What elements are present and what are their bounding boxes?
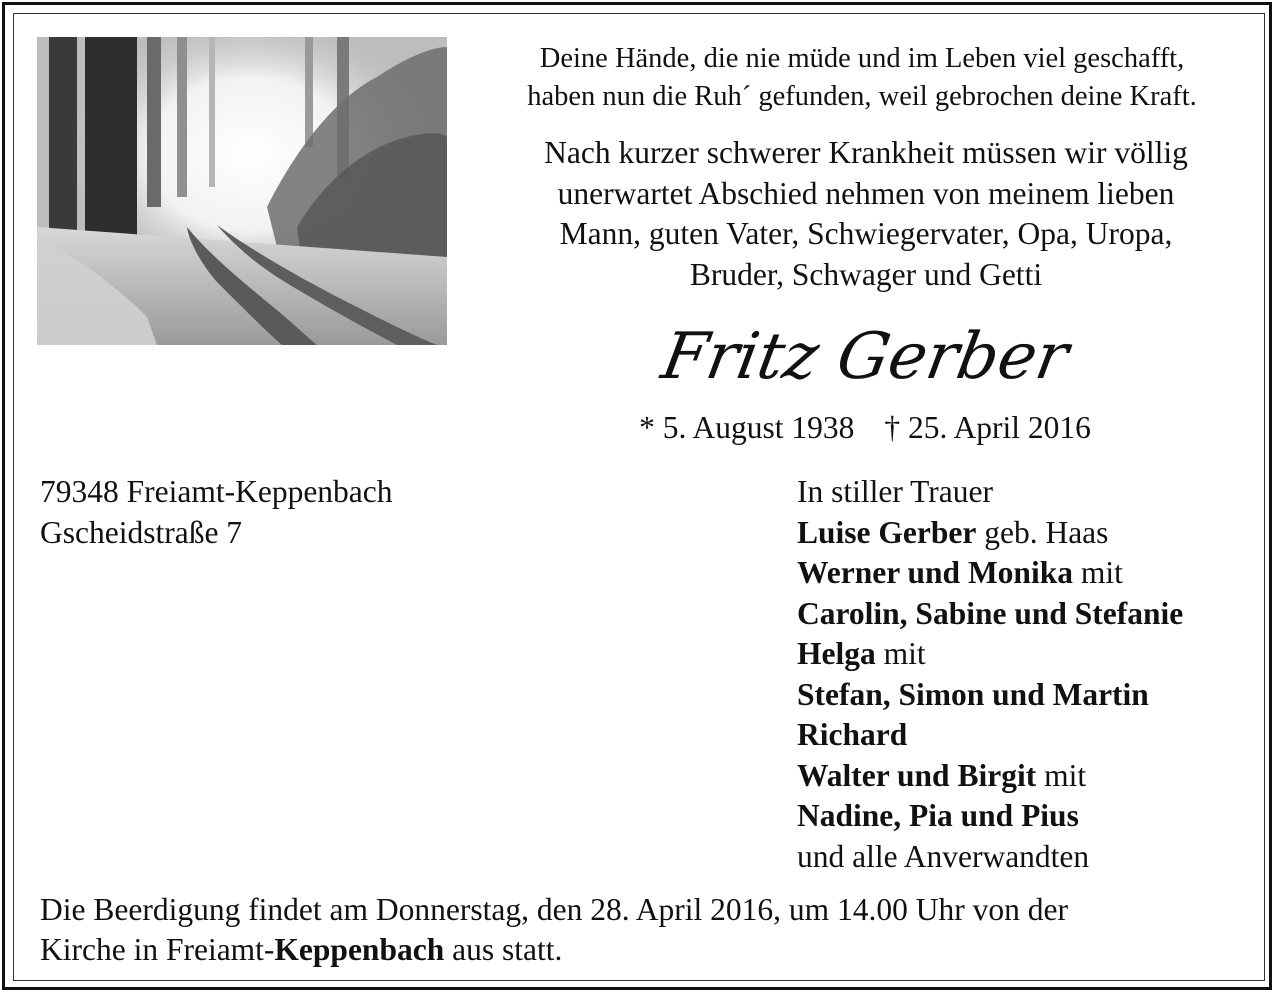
mourner-name: Carolin, Sabine und Stefanie [797, 595, 1184, 631]
mourner-row [797, 594, 1183, 635]
mourner-name: Richard [797, 717, 908, 752]
mourner-suffix: mit [875, 636, 926, 671]
forest-path-photo [37, 37, 447, 345]
mourner-row [797, 796, 1183, 837]
poem-line: Deine Hände, die nie müde und im Leben viel geschafft, [539, 43, 1185, 74]
address-city: 79348 Freiamt-Keppenbach [40, 474, 393, 509]
funeral-notice [40, 890, 1250, 970]
funeral-text: aus statt. [444, 932, 563, 967]
announcement-line: Nach kurzer schwerer Krankheit müssen wir völlig [544, 135, 1188, 170]
funeral-place: Keppenbach [274, 932, 445, 967]
poem-line: haben nun die Ruh´ gefunden, weil gebrochen deine Kraft. [527, 81, 1197, 112]
mourners-heading: In stiller Trauer [797, 474, 993, 509]
funeral-line: Die Beerdigung findet am Donnerstag, den 28. April 2016, um 14.00 Uhr von der [40, 892, 1068, 927]
mourner-row [797, 553, 1183, 594]
funeral-text: Kirche in Freiamt- [40, 932, 275, 967]
announcement-text [462, 133, 1270, 295]
announcement-line: Mann, guten Vater, Schwiegervater, Opa, Uropa, [559, 216, 1173, 251]
life-dates [560, 408, 1170, 448]
mourner-name: Nadine, Pia und Pius [797, 798, 1079, 833]
mourner-row [797, 756, 1183, 797]
death-date: † 25. April 2016 [884, 410, 1091, 445]
funeral-line [40, 930, 1250, 970]
mourner-address [40, 472, 393, 553]
mourner-name: Werner und Monika [797, 555, 1073, 590]
mourner-row [797, 675, 1183, 716]
mourner-name: Luise Gerber [797, 514, 977, 550]
mourners-closing: und alle Anverwandten [797, 838, 1090, 874]
mourner-name: Stefan, Simon und Martin [797, 676, 1149, 712]
mourner-name: Helga [797, 636, 876, 671]
poem-verse [462, 40, 1262, 116]
announcement-line: Bruder, Schwager und Getti [689, 256, 1043, 292]
mourner-row [797, 634, 1183, 675]
mourner-row [797, 715, 1183, 756]
address-street: Gscheidstraße 7 [40, 514, 243, 550]
mourner-suffix: geb. Haas [976, 514, 1109, 550]
deceased-name: Fritz Gerber [656, 320, 1074, 394]
mourners-list [797, 472, 1183, 877]
mourner-row [797, 513, 1183, 554]
mourner-name: Walter und Birgit [797, 757, 1037, 793]
mourner-suffix: mit [1036, 757, 1087, 793]
announcement-line: unerwartet Abschied nehmen von meinem lieben [557, 175, 1175, 211]
mourner-suffix: mit [1072, 555, 1123, 590]
birth-date: * 5. August 1938 [639, 410, 855, 445]
